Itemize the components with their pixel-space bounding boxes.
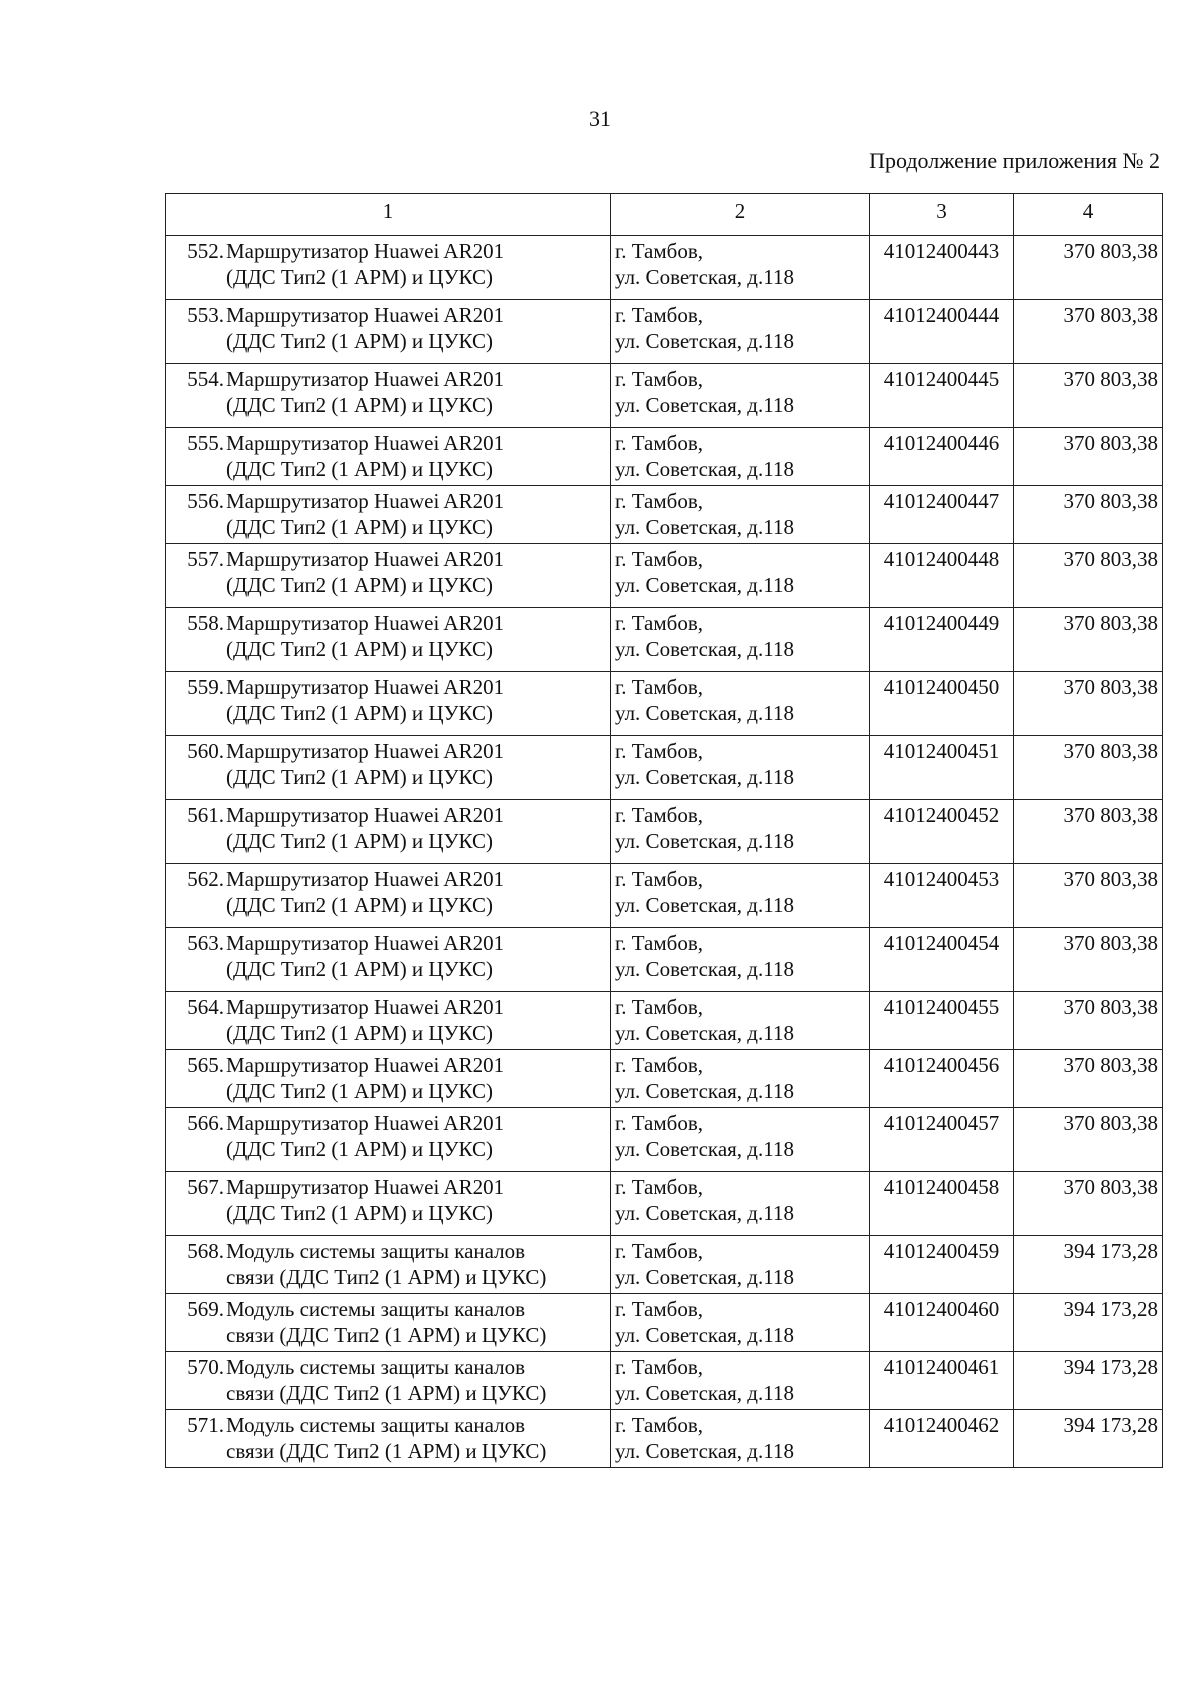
address-line-1: г. Тамбов, bbox=[615, 867, 704, 891]
item-name-line-1: Модуль системы защиты каналов bbox=[226, 1297, 526, 1321]
address-line-1: г. Тамбов, bbox=[615, 995, 704, 1019]
inventory-number-cell: 41012400446 bbox=[870, 428, 1014, 486]
property-table bbox=[165, 193, 1163, 1468]
item-name-line-2: (ДДС Тип2 (1 АРМ) и ЦУКС) bbox=[226, 829, 493, 853]
item-name-cell bbox=[166, 1352, 611, 1410]
address-cell bbox=[611, 1236, 870, 1294]
address-cell bbox=[611, 428, 870, 486]
item-name-line-2: связи (ДДС Тип2 (1 АРМ) и ЦУКС) bbox=[226, 1381, 547, 1405]
address-cell bbox=[611, 236, 870, 300]
address-line-2: ул. Советская, д.118 bbox=[615, 1079, 794, 1103]
address-line-1: г. Тамбов, bbox=[615, 239, 704, 263]
inventory-number-cell: 41012400448 bbox=[870, 544, 1014, 608]
table-row bbox=[166, 800, 1163, 864]
address-line-1: г. Тамбов, bbox=[615, 739, 704, 763]
price-cell: 394 173,28 bbox=[1014, 1236, 1163, 1294]
item-name-line-1: Маршрутизатор Huawei AR201 bbox=[226, 931, 505, 955]
column-header-4: 4 bbox=[1014, 194, 1163, 236]
address-cell bbox=[611, 300, 870, 364]
item-number: 568. bbox=[187, 1239, 224, 1263]
address-line-2: ул. Советская, д.118 bbox=[615, 701, 794, 725]
item-name-line-1: Маршрутизатор Huawei AR201 bbox=[226, 867, 505, 891]
table-row bbox=[166, 864, 1163, 928]
item-name-line-2: связи (ДДС Тип2 (1 АРМ) и ЦУКС) bbox=[226, 1439, 547, 1463]
table-row bbox=[166, 992, 1163, 1050]
address-line-1: г. Тамбов, bbox=[615, 1297, 704, 1321]
item-name-cell bbox=[166, 486, 611, 544]
price-cell: 370 803,38 bbox=[1014, 992, 1163, 1050]
address-line-2: ул. Советская, д.118 bbox=[615, 393, 794, 417]
item-name-line-2: (ДДС Тип2 (1 АРМ) и ЦУКС) bbox=[226, 765, 493, 789]
price-cell: 394 173,28 bbox=[1014, 1352, 1163, 1410]
item-name-line-1: Маршрутизатор Huawei AR201 bbox=[226, 739, 505, 763]
address-line-2: ул. Советская, д.118 bbox=[615, 1323, 794, 1347]
address-line-2: ул. Советская, д.118 bbox=[615, 573, 794, 597]
address-line-2: ул. Советская, д.118 bbox=[615, 1201, 794, 1225]
table-row bbox=[166, 364, 1163, 428]
item-number: 566. bbox=[187, 1111, 224, 1135]
item-name-line-2: (ДДС Тип2 (1 АРМ) и ЦУКС) bbox=[226, 393, 493, 417]
item-name-line-1: Маршрутизатор Huawei AR201 bbox=[226, 547, 505, 571]
address-line-1: г. Тамбов, bbox=[615, 1355, 704, 1379]
table-row bbox=[166, 1294, 1163, 1352]
price-cell: 370 803,38 bbox=[1014, 672, 1163, 736]
inventory-number-cell: 41012400453 bbox=[870, 864, 1014, 928]
item-name-cell bbox=[166, 800, 611, 864]
table-row bbox=[166, 1236, 1163, 1294]
price-cell: 370 803,38 bbox=[1014, 1108, 1163, 1172]
inventory-number-cell: 41012400444 bbox=[870, 300, 1014, 364]
item-name-line-1: Маршрутизатор Huawei AR201 bbox=[226, 489, 505, 513]
price-cell: 370 803,38 bbox=[1014, 1050, 1163, 1108]
price-cell: 370 803,38 bbox=[1014, 486, 1163, 544]
address-line-2: ул. Советская, д.118 bbox=[615, 893, 794, 917]
item-name-line-2: (ДДС Тип2 (1 АРМ) и ЦУКС) bbox=[226, 573, 493, 597]
address-line-2: ул. Советская, д.118 bbox=[615, 1381, 794, 1405]
table-row bbox=[166, 1050, 1163, 1108]
item-name-line-2: (ДДС Тип2 (1 АРМ) и ЦУКС) bbox=[226, 1079, 493, 1103]
item-number: 563. bbox=[187, 931, 224, 955]
inventory-number-cell: 41012400457 bbox=[870, 1108, 1014, 1172]
price-cell: 370 803,38 bbox=[1014, 928, 1163, 992]
price-cell: 370 803,38 bbox=[1014, 736, 1163, 800]
table-header-row bbox=[166, 194, 1163, 236]
item-name-cell bbox=[166, 1108, 611, 1172]
table-row bbox=[166, 1352, 1163, 1410]
item-name-line-2: (ДДС Тип2 (1 АРМ) и ЦУКС) bbox=[226, 1201, 493, 1225]
address-line-2: ул. Советская, д.118 bbox=[615, 457, 794, 481]
item-name-line-1: Модуль системы защиты каналов bbox=[226, 1413, 526, 1437]
address-line-2: ул. Советская, д.118 bbox=[615, 765, 794, 789]
page-number: 31 bbox=[589, 106, 611, 131]
address-line-1: г. Тамбов, bbox=[615, 367, 704, 391]
item-number: 553. bbox=[187, 303, 224, 327]
table-row bbox=[166, 236, 1163, 300]
inventory-number-cell: 41012400455 bbox=[870, 992, 1014, 1050]
address-cell bbox=[611, 992, 870, 1050]
address-line-2: ул. Советская, д.118 bbox=[615, 329, 794, 353]
price-cell: 370 803,38 bbox=[1014, 1172, 1163, 1236]
item-number: 569. bbox=[187, 1297, 224, 1321]
item-name-line-1: Маршрутизатор Huawei AR201 bbox=[226, 1053, 505, 1077]
price-cell: 370 803,38 bbox=[1014, 236, 1163, 300]
item-name-cell bbox=[166, 1172, 611, 1236]
item-name-line-1: Маршрутизатор Huawei AR201 bbox=[226, 675, 505, 699]
inventory-number-cell: 41012400454 bbox=[870, 928, 1014, 992]
address-cell bbox=[611, 1352, 870, 1410]
item-number: 562. bbox=[187, 867, 224, 891]
address-line-2: ул. Советская, д.118 bbox=[615, 829, 794, 853]
column-header-2: 2 bbox=[611, 194, 870, 236]
item-name-line-2: (ДДС Тип2 (1 АРМ) и ЦУКС) bbox=[226, 329, 493, 353]
item-number: 570. bbox=[187, 1355, 224, 1379]
item-number: 558. bbox=[187, 611, 224, 635]
item-name-line-1: Маршрутизатор Huawei AR201 bbox=[226, 1111, 505, 1135]
item-name-cell bbox=[166, 300, 611, 364]
address-line-1: г. Тамбов, bbox=[615, 1413, 704, 1437]
address-line-2: ул. Советская, д.118 bbox=[615, 515, 794, 539]
item-number: 555. bbox=[187, 431, 224, 455]
item-name-line-1: Маршрутизатор Huawei AR201 bbox=[226, 431, 505, 455]
price-cell: 394 173,28 bbox=[1014, 1410, 1163, 1468]
table-row bbox=[166, 486, 1163, 544]
item-number: 565. bbox=[187, 1053, 224, 1077]
item-name-cell bbox=[166, 1294, 611, 1352]
item-name-line-1: Модуль системы защиты каналов bbox=[226, 1239, 526, 1263]
table-row bbox=[166, 672, 1163, 736]
column-header-3: 3 bbox=[870, 194, 1014, 236]
item-name-line-2: связи (ДДС Тип2 (1 АРМ) и ЦУКС) bbox=[226, 1265, 547, 1289]
item-name-line-1: Маршрутизатор Huawei AR201 bbox=[226, 303, 505, 327]
item-number: 560. bbox=[187, 739, 224, 763]
address-line-1: г. Тамбов, bbox=[615, 489, 704, 513]
address-line-2: ул. Советская, д.118 bbox=[615, 637, 794, 661]
item-number: 564. bbox=[187, 995, 224, 1019]
item-name-line-2: (ДДС Тип2 (1 АРМ) и ЦУКС) bbox=[226, 701, 493, 725]
address-line-1: г. Тамбов, bbox=[615, 675, 704, 699]
inventory-number-cell: 41012400445 bbox=[870, 364, 1014, 428]
address-line-1: г. Тамбов, bbox=[615, 547, 704, 571]
address-cell bbox=[611, 544, 870, 608]
price-cell: 370 803,38 bbox=[1014, 300, 1163, 364]
inventory-number-cell: 41012400443 bbox=[870, 236, 1014, 300]
address-line-2: ул. Советская, д.118 bbox=[615, 1265, 794, 1289]
address-line-1: г. Тамбов, bbox=[615, 611, 704, 635]
address-cell bbox=[611, 672, 870, 736]
inventory-number-cell: 41012400451 bbox=[870, 736, 1014, 800]
item-name-cell bbox=[166, 928, 611, 992]
table-row bbox=[166, 1410, 1163, 1468]
item-name-line-1: Маршрутизатор Huawei AR201 bbox=[226, 367, 505, 391]
address-cell bbox=[611, 364, 870, 428]
item-number: 552. bbox=[187, 239, 224, 263]
address-line-2: ул. Советская, д.118 bbox=[615, 1021, 794, 1045]
item-name-cell bbox=[166, 1050, 611, 1108]
table-row bbox=[166, 1172, 1163, 1236]
address-line-1: г. Тамбов, bbox=[615, 931, 704, 955]
item-name-line-1: Модуль системы защиты каналов bbox=[226, 1355, 526, 1379]
item-name-cell bbox=[166, 428, 611, 486]
address-cell bbox=[611, 486, 870, 544]
address-line-2: ул. Советская, д.118 bbox=[615, 957, 794, 981]
item-name-line-2: связи (ДДС Тип2 (1 АРМ) и ЦУКС) bbox=[226, 1323, 547, 1347]
address-line-2: ул. Советская, д.118 bbox=[615, 1137, 794, 1161]
item-number: 554. bbox=[187, 367, 224, 391]
price-cell: 370 803,38 bbox=[1014, 428, 1163, 486]
item-name-line-1: Маршрутизатор Huawei AR201 bbox=[226, 803, 505, 827]
item-name-cell bbox=[166, 608, 611, 672]
address-cell bbox=[611, 1172, 870, 1236]
price-cell: 370 803,38 bbox=[1014, 608, 1163, 672]
inventory-number-cell: 41012400450 bbox=[870, 672, 1014, 736]
item-number: 561. bbox=[187, 803, 224, 827]
inventory-number-cell: 41012400460 bbox=[870, 1294, 1014, 1352]
table-row bbox=[166, 608, 1163, 672]
item-name-line-1: Маршрутизатор Huawei AR201 bbox=[226, 611, 505, 635]
address-cell bbox=[611, 928, 870, 992]
item-name-cell bbox=[166, 736, 611, 800]
table-row bbox=[166, 428, 1163, 486]
address-line-1: г. Тамбов, bbox=[615, 1053, 704, 1077]
price-cell: 370 803,38 bbox=[1014, 800, 1163, 864]
address-cell bbox=[611, 1410, 870, 1468]
item-name-cell bbox=[166, 364, 611, 428]
table-row bbox=[166, 300, 1163, 364]
item-name-line-2: (ДДС Тип2 (1 АРМ) и ЦУКС) bbox=[226, 957, 493, 981]
item-name-line-2: (ДДС Тип2 (1 АРМ) и ЦУКС) bbox=[226, 1137, 493, 1161]
column-header-1: 1 bbox=[166, 194, 611, 236]
inventory-number-cell: 41012400456 bbox=[870, 1050, 1014, 1108]
item-number: 571. bbox=[187, 1413, 224, 1437]
address-line-1: г. Тамбов, bbox=[615, 431, 704, 455]
table-row bbox=[166, 1108, 1163, 1172]
item-name-line-2: (ДДС Тип2 (1 АРМ) и ЦУКС) bbox=[226, 515, 493, 539]
address-cell bbox=[611, 608, 870, 672]
item-name-line-1: Маршрутизатор Huawei AR201 bbox=[226, 239, 505, 263]
item-name-line-2: (ДДС Тип2 (1 АРМ) и ЦУКС) bbox=[226, 457, 493, 481]
price-cell: 394 173,28 bbox=[1014, 1294, 1163, 1352]
inventory-number-cell: 41012400461 bbox=[870, 1352, 1014, 1410]
item-name-cell bbox=[166, 1410, 611, 1468]
address-cell bbox=[611, 1294, 870, 1352]
item-name-cell bbox=[166, 864, 611, 928]
table-body bbox=[166, 236, 1163, 1468]
item-name-cell bbox=[166, 992, 611, 1050]
address-cell bbox=[611, 1108, 870, 1172]
item-name-line-2: (ДДС Тип2 (1 АРМ) и ЦУКС) bbox=[226, 265, 493, 289]
table-row bbox=[166, 736, 1163, 800]
address-line-1: г. Тамбов, bbox=[615, 1175, 704, 1199]
item-name-line-2: (ДДС Тип2 (1 АРМ) и ЦУКС) bbox=[226, 637, 493, 661]
address-line-1: г. Тамбов, bbox=[615, 1111, 704, 1135]
item-name-cell bbox=[166, 544, 611, 608]
inventory-number-cell: 41012400447 bbox=[870, 486, 1014, 544]
address-line-2: ул. Советская, д.118 bbox=[615, 1439, 794, 1463]
address-cell bbox=[611, 1050, 870, 1108]
address-cell bbox=[611, 864, 870, 928]
price-cell: 370 803,38 bbox=[1014, 864, 1163, 928]
item-name-cell bbox=[166, 1236, 611, 1294]
address-line-1: г. Тамбов, bbox=[615, 1239, 704, 1263]
table-row bbox=[166, 544, 1163, 608]
inventory-number-cell: 41012400458 bbox=[870, 1172, 1014, 1236]
address-line-1: г. Тамбов, bbox=[615, 303, 704, 327]
price-cell: 370 803,38 bbox=[1014, 544, 1163, 608]
price-cell: 370 803,38 bbox=[1014, 364, 1163, 428]
address-line-2: ул. Советская, д.118 bbox=[615, 265, 794, 289]
item-name-line-1: Маршрутизатор Huawei AR201 bbox=[226, 1175, 505, 1199]
address-line-1: г. Тамбов, bbox=[615, 803, 704, 827]
table-row bbox=[166, 928, 1163, 992]
item-number: 557. bbox=[187, 547, 224, 571]
item-number: 559. bbox=[187, 675, 224, 699]
inventory-number-cell: 41012400462 bbox=[870, 1410, 1014, 1468]
appendix-note: Продолжение приложения № 2 bbox=[869, 148, 1160, 173]
inventory-number-cell: 41012400449 bbox=[870, 608, 1014, 672]
address-cell bbox=[611, 736, 870, 800]
item-name-line-1: Маршрутизатор Huawei AR201 bbox=[226, 995, 505, 1019]
item-name-line-2: (ДДС Тип2 (1 АРМ) и ЦУКС) bbox=[226, 893, 493, 917]
item-name-cell bbox=[166, 672, 611, 736]
item-number: 567. bbox=[187, 1175, 224, 1199]
item-name-line-2: (ДДС Тип2 (1 АРМ) и ЦУКС) bbox=[226, 1021, 493, 1045]
inventory-number-cell: 41012400452 bbox=[870, 800, 1014, 864]
address-cell bbox=[611, 800, 870, 864]
item-name-cell bbox=[166, 236, 611, 300]
inventory-number-cell: 41012400459 bbox=[870, 1236, 1014, 1294]
item-number: 556. bbox=[187, 489, 224, 513]
